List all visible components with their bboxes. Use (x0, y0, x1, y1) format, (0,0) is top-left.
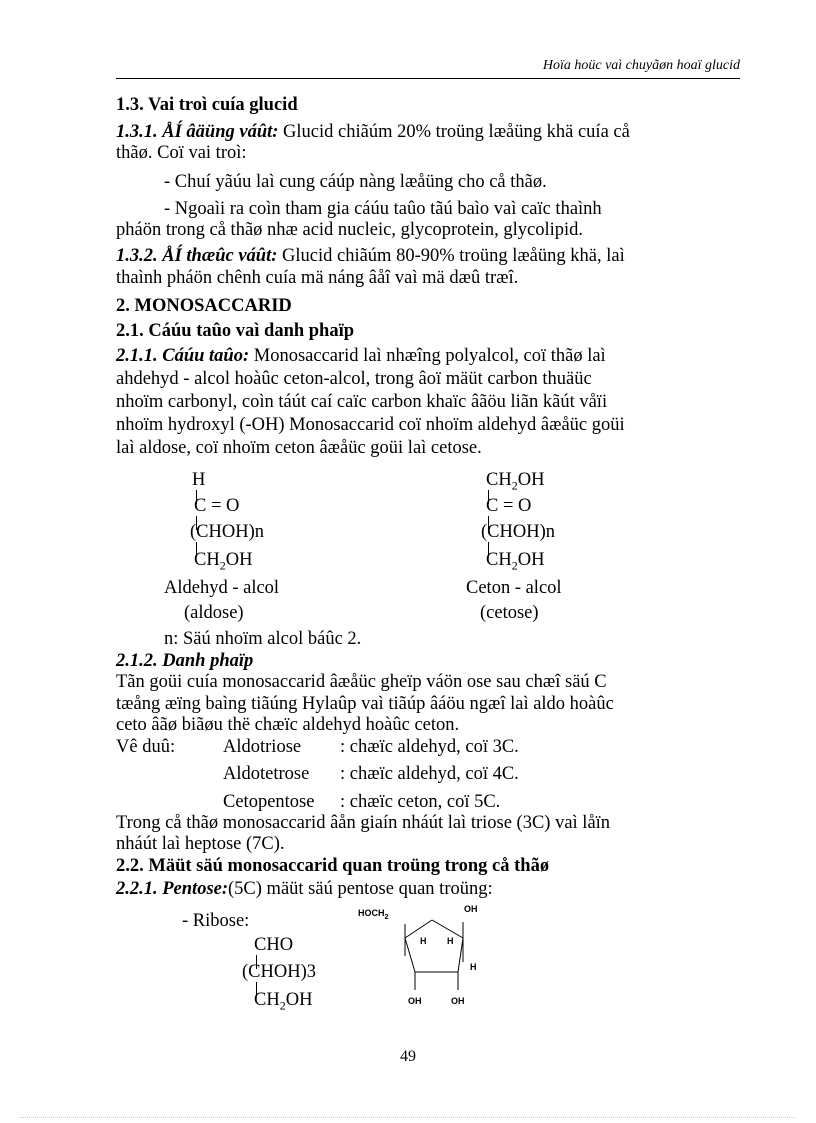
ring-h2-label: H (447, 936, 454, 946)
bullet-structure-line2: pháön trong cå thãø nhæ acid nucleic, glycoprotein, glycolipid. (116, 220, 583, 240)
footer-dotted-line (20, 1117, 796, 1118)
section-2-1-title: 2.1. Cáúu taûo vaì danh phaïp (116, 321, 355, 341)
section-2-1-2-line1: Tãn goüi cuía monosaccarid âæåüc gheïp váön ose sau chæî säú C (116, 672, 607, 692)
section-2-1-1-line5: laì aldose, coï nhoïm ceton âæåüc goüi laì cetose. (116, 438, 482, 458)
ribose-label: - Ribose: (182, 911, 250, 931)
section-1-3-2-line1: 1.3.2. ÅÍ thæûc váût: Glucid chiãúm 80-90% troüng læåüng khä, laì (116, 246, 625, 266)
aldose-name: Aldehyd - alcol (164, 578, 280, 598)
section-2-1-2-label: 2.1.2. Danh phaïp (116, 651, 254, 671)
example-desc-1: : chæïc aldehyd, coï 3C. (340, 737, 519, 757)
section-2-1-1-label: 2.1.1. Cáúu taûo: (116, 346, 250, 366)
cetose-name: Ceton - alcol (466, 578, 562, 598)
note-n: n: Säú nhoïm alcol báûc 2. (164, 629, 362, 649)
example-desc-3: : chæïc ceton, coï 5C. (340, 792, 501, 812)
aldose-type: (aldose) (184, 603, 244, 623)
page-number: 49 (400, 1048, 416, 1065)
section-1-3-1-line1: 1.3.1. ÅÍ âäüng váût: Glucid chiãúm 20% troüng læåüng khä cuía cå (116, 122, 630, 142)
section-1-3-2-label: 1.3.2. ÅÍ thæûc váût: (116, 246, 278, 266)
example-name-2: Aldotetrose (223, 764, 310, 784)
ring-oh-bottom-left: OH (408, 996, 422, 1006)
bullet-energy: - Chuí yãúu laì cung cáúp nàng læåüng cho cå thãø. (164, 172, 547, 192)
ring-oh-top-label: OH (464, 904, 478, 914)
ring-oh-bottom-right: OH (451, 996, 465, 1006)
section-1-3-2-line2: thaình pháön chênh cuía mä náng âåî vaì mä dæû træî. (116, 268, 519, 288)
example-desc-2: : chæïc aldehyd, coï 4C. (340, 764, 519, 784)
section-2-1-1-line2: ahdehyd - alcol hoàûc ceton-alcol, trong âoï mäüt carbon thuäüc (116, 369, 592, 389)
example-name-3: Cetopentose (223, 792, 315, 812)
ring-h3-label: H (470, 962, 477, 972)
section-2-title: 2. MONOSACCARID (116, 296, 292, 316)
cetose-type: (cetose) (480, 603, 539, 623)
section-2-1-1-line1: 2.1.1. Cáúu taûo: Monosaccarid laì nhæîng polyalcol, coï thãø laì (116, 346, 606, 366)
ribose-ring-diagram (350, 898, 500, 1013)
bullet-structure-line1: - Ngoaìi ra coìn tham gia cáúu taûo tãú baìo vaì caïc thaình (164, 199, 602, 219)
running-header: Hoïa hoüc vaì chuyãøn hoaï glucid (542, 58, 740, 73)
section-2-2-1-line: 2.2.1. Pentose:(5C) mäüt säú pentose quan troüng: (116, 879, 493, 899)
ring-hoch2-label: $HOCH_2$ (358, 908, 389, 921)
section-2-2-title: 2.2. Mäüt säú monosaccarid quan troüng trong cå thãø (116, 856, 550, 876)
example-label: Vê duû: (116, 737, 176, 757)
section-1-3-title: 1.3. Vai troì cuía glucid (116, 95, 298, 115)
section-2-1-1-line4: nhoïm hydroxyl (-OH) Monosaccarid coï nhoïm aldehyd âæåüc goüi (116, 415, 625, 435)
section-2-1-2-line2: tæång æïng baìng tiãúng Hylaûp vaì tiãúp âáöu ngæî laì aldo hoàûc (116, 694, 614, 714)
header-rule (116, 78, 740, 79)
ring-h1-label: H (420, 936, 427, 946)
section-1-3-1-label: 1.3.1. ÅÍ âäüng váût: (116, 122, 279, 142)
section-2-1-1-line3: nhoïm carbonyl, coìn táút caí caïc carbon khaïc âãöu liãn kãút våïi (116, 392, 608, 412)
example-name-1: Aldotriose (223, 737, 302, 757)
triose-heptose-line1: Trong cå thãø monosaccarid âån giaín nháút laì triose (3C) vaì låïn (116, 813, 611, 833)
triose-heptose-line2: nháút laì heptose (7C). (116, 834, 285, 854)
section-1-3-1-line2: thãø. Coï vai troì: (116, 143, 247, 163)
section-2-1-2-line3: ceto âãø biãøu thë chæïc aldehyd hoàûc ceton. (116, 715, 460, 735)
section-2-2-1-label: 2.2.1. Pentose: (116, 879, 229, 899)
